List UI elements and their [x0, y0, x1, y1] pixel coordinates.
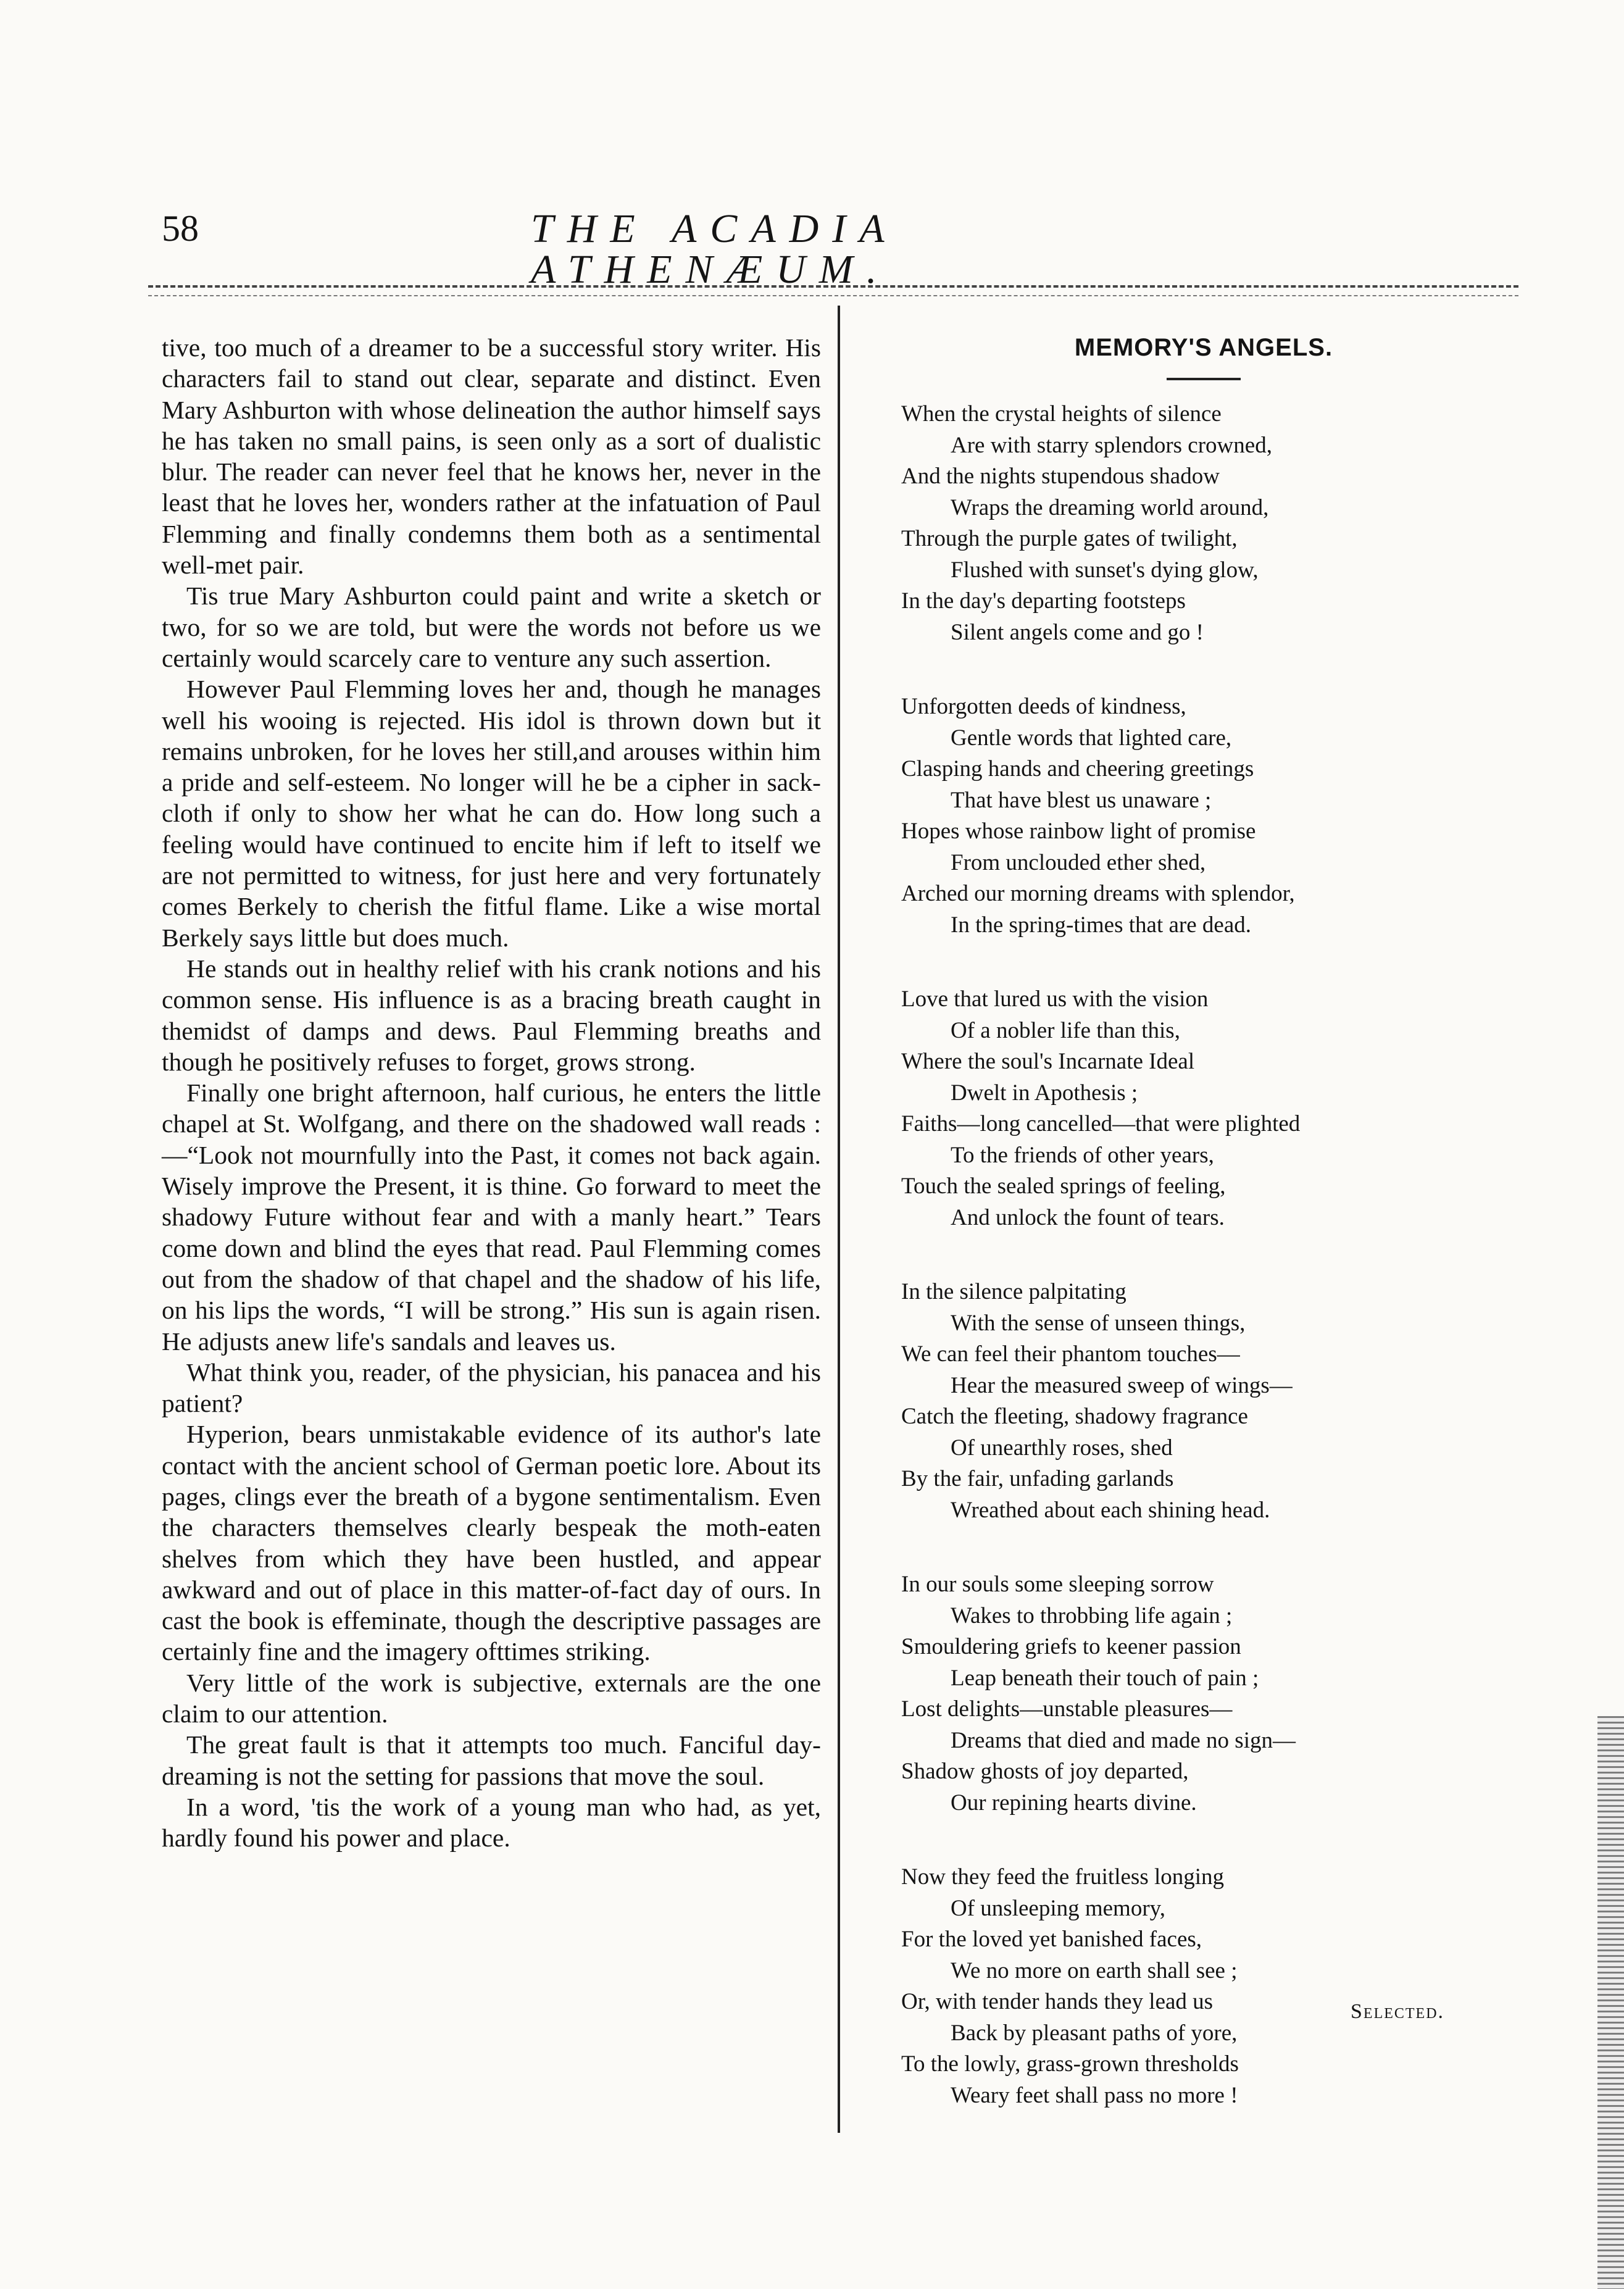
poem-line: Now they feed the fruitless longing [901, 1864, 1225, 1890]
scan-edge-artifact [1597, 1716, 1624, 2289]
poem-attribution: Selected. [1351, 2000, 1445, 2023]
column-divider [838, 306, 840, 2133]
poem-line: Back by pleasant paths of yore, [951, 2020, 1238, 2046]
header-rule [148, 285, 1518, 288]
running-title: THE ACADIA ATHENÆUM. [531, 206, 897, 292]
poem-line: And the nights stupendous shadow [901, 464, 1220, 489]
poem-stanza [901, 1277, 1469, 1526]
article-paragraph: Very little of the work is subjective, externals are the one claim to our attention. [162, 1668, 821, 1728]
poem-line: With the sense of unseen things, [951, 1310, 1246, 1336]
article-paragraph: What think you, reader, of the physician, his panacea and his patient? [162, 1357, 821, 1418]
poem-stanza [901, 1862, 1469, 2111]
poem-line: By the fair, unfading garlands [901, 1466, 1174, 1491]
poem-line: Our repining hearts divine. [951, 1790, 1197, 1816]
poem-line: That have blest us unaware ; [951, 787, 1212, 813]
poem-line: When the crystal heights of silence [901, 401, 1222, 427]
poem-line: Arched our morning dreams with splendor, [901, 881, 1295, 906]
poem-line: Love that lured us with the vision [901, 986, 1209, 1012]
poem-line: Hopes whose rainbow light of promise [901, 819, 1256, 844]
poem-line: Where the soul's Incarnate Ideal [901, 1049, 1195, 1074]
article-paragraph: Hyperion, bears unmistakable evidence of its author's late contact with the ancient school of German poetic lore. About its pages, clings ever the breath of a bygone sentimentalism. Even the characters themselves clearly bespeak the moth-eaten shelves from which they have been hustled, and appear awkward and out of place in this matter-of-fact day of ours. In cast the book is effeminate, though the descriptive passages are certainly fine and the imagery ofttimes striking. [162, 1420, 821, 1666]
poem-line: From unclouded ether shed, [951, 849, 1206, 875]
poem-line: Are with starry splendors crowned, [951, 432, 1272, 458]
poem-line: Gentle words that lighted care, [951, 725, 1232, 751]
poem-line: Catch the fleeting, shadowy fragrance [901, 1404, 1248, 1429]
poem-line: For the loved yet banished faces, [901, 1927, 1202, 1952]
poem-line: Lost delights—unstable pleasures— [901, 1696, 1233, 1722]
poem-line: Through the purple gates of twilight, [901, 526, 1238, 551]
poem-line: Of unearthly roses, shed [951, 1435, 1173, 1461]
article-paragraph: He stands out in healthy relief with his crank notions and his common sense. His influence is as a bracing breath caught in themidst of damps and dews. Paul Flemming breaths and though he positively refuses to forget, grows strong. [162, 954, 821, 1076]
poem-title: MEMORY'S ANGELS. [1074, 334, 1333, 361]
poem-line: Faiths—long cancelled—that were plighted [901, 1111, 1301, 1136]
poem-stanza [901, 691, 1469, 941]
article-paragraph: However Paul Flemming loves her and, though he manages well his wooing is rejected. His idol is thrown down but it remains unbroken, for he loves her still,and arouses within him a pride and self-esteem. No longer will he be a cipher in sack-cloth if only to show her what he can do. How long such a feeling would have continued to encite him if left to itself we are not permitted to witness, for just here and very fortunately comes Berkely to cherish the fitful flame. Like a wise mortal Berkely says little but does much. [162, 675, 821, 952]
poem-line: Wreathed about each shining head. [951, 1497, 1270, 1523]
poem-line: Silent angels come and go ! [951, 619, 1204, 645]
article-paragraph: The great fault is that it attempts too much. Fanciful day-dreaming is not the setting for passions that move the soul. [162, 1730, 821, 1790]
poem-title-rule [1167, 378, 1241, 380]
article-paragraph: In a word, 'tis the work of a young man who had, as yet, hardly found his power and place. [162, 1792, 821, 1853]
poem-stanza [901, 984, 1469, 1233]
poem-line: Smouldering griefs to keener passion [901, 1634, 1241, 1659]
article-paragraph: Finally one bright afternoon, half curious, he enters the little chapel at St. Wolfgang, and there on the shadowed wall reads :—“Look not mournfully into the Past, it comes not back again. Wisely improve the Present, it is thine. Go forward to meet the shadowy Future without fear and with a manly heart.” Tears come down and blind the eyes that read. Paul Flemming comes out from the shadow of that chapel and the shadow of his life, on his lips the words, “I will be strong.” His sun is again risen. He adjusts anew life's sandals and leaves us. [162, 1078, 821, 1356]
poem-line: In the spring-times that are dead. [951, 912, 1251, 938]
page-number: 58 [162, 208, 199, 249]
poem-line: We can feel their phantom touches— [901, 1341, 1240, 1367]
poem-line: Unforgotten deeds of kindness, [901, 694, 1186, 719]
poem-stanza [901, 1569, 1469, 1819]
poem [901, 332, 1469, 2154]
poem-line: Shadow ghosts of joy departed, [901, 1759, 1189, 1784]
poem-line: Leap beneath their touch of pain ; [951, 1665, 1259, 1691]
article-column [162, 332, 821, 1854]
header-rule-secondary [148, 295, 1518, 296]
poem-line: In our souls some sleeping sorrow [901, 1572, 1214, 1597]
poem-line: Dwelt in Apothesis ; [951, 1080, 1138, 1106]
poem-line: We no more on earth shall see ; [951, 1958, 1238, 1983]
poem-line: Hear the measured sweep of wings— [951, 1372, 1293, 1398]
poem-line: Dreams that died and made no sign— [951, 1727, 1296, 1753]
poem-line: In the silence palpitating [901, 1279, 1126, 1304]
article-paragraph: tive, too much of a dreamer to be a successful story writer. His characters fail to stand out clear, separate and distinct. Even Mary Ashburton with whose delineation the author himself says he has taken no small pains, is seen only as a sort of dualistic blur. The reader can never feel that he knows her, never in the least that he loves her, wonders rather at the infatuation of Paul Flemming and finally condemns them both as a sentimental well-met pair. [162, 333, 821, 580]
poem-line: To the lowly, grass-grown thresholds [901, 2051, 1239, 2077]
article-paragraph: Tis true Mary Ashburton could paint and write a sketch or two, for so we are told, but were the words not before us we certainly would scarcely care to venture any such assertion. [162, 582, 821, 672]
poem-line: In the day's departing footsteps [901, 588, 1186, 614]
poem-line: Flushed with sunset's dying glow, [951, 557, 1259, 583]
poem-line: Wakes to throbbing life again ; [951, 1603, 1233, 1628]
poem-line: Weary feet shall pass no more ! [951, 2082, 1238, 2108]
poem-line: Of a nobler life than this, [951, 1017, 1180, 1043]
poem-line: To the friends of other years, [951, 1142, 1214, 1168]
poem-line: Clasping hands and cheering greetings [901, 756, 1254, 782]
poem-line: Of unsleeping memory, [951, 1895, 1165, 1921]
poem-line: And unlock the fount of tears. [951, 1204, 1225, 1230]
poem-line: Touch the sealed springs of feeling, [901, 1174, 1226, 1199]
poem-stanzas [901, 399, 1469, 2111]
poem-line: Wraps the dreaming world around, [951, 494, 1269, 520]
poem-line: Or, with tender hands they lead us [901, 1989, 1214, 2014]
poem-stanza [901, 399, 1469, 648]
